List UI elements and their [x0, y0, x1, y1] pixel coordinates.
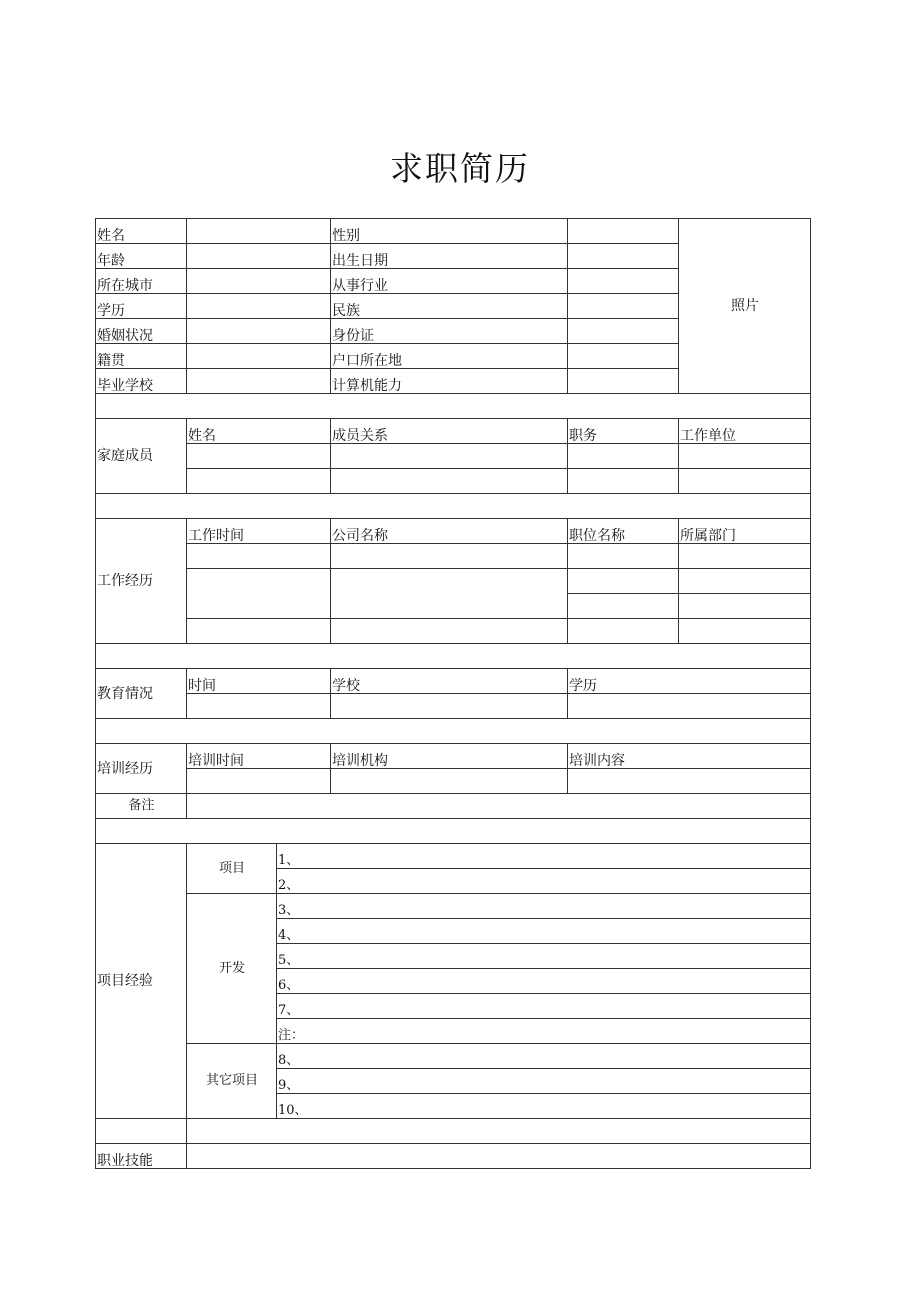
spacer-row — [96, 644, 811, 669]
work-cell[interactable] — [679, 619, 811, 644]
project-item[interactable]: 2、 — [277, 869, 811, 894]
ethnicity-label: 民族 — [331, 294, 568, 319]
work-row — [96, 544, 811, 569]
page-title: 求职简历 — [390, 149, 530, 188]
blank-value[interactable] — [187, 1119, 811, 1144]
training-header: 培训内容 — [568, 744, 811, 769]
basic-row — [96, 219, 811, 244]
spacer — [96, 719, 811, 744]
family-row — [96, 444, 811, 469]
family-row — [96, 469, 811, 494]
family-cell[interactable] — [568, 444, 679, 469]
hukou-value[interactable] — [568, 344, 679, 369]
training-row — [96, 769, 811, 794]
marital-label: 婚姻状况 — [96, 319, 187, 344]
family-header: 成员关系 — [331, 419, 568, 444]
work-header: 公司名称 — [331, 519, 568, 544]
training-header-row — [96, 744, 811, 769]
work-cell[interactable] — [568, 594, 679, 619]
family-header: 姓名 — [187, 419, 331, 444]
city-value[interactable] — [187, 269, 331, 294]
resume-table — [95, 218, 811, 1169]
training-section-label: 培训经历 — [96, 744, 187, 794]
blank-label — [96, 1119, 187, 1144]
work-section-label: 工作经历 — [96, 519, 187, 644]
work-row — [96, 569, 811, 594]
family-header: 职务 — [568, 419, 679, 444]
work-cell[interactable] — [568, 569, 679, 594]
work-cell[interactable] — [187, 569, 331, 619]
work-cell[interactable] — [187, 544, 331, 569]
work-cell[interactable] — [679, 569, 811, 594]
education-cell[interactable] — [187, 694, 331, 719]
blank-row — [96, 1119, 811, 1144]
id-card-value[interactable] — [568, 319, 679, 344]
work-header: 工作时间 — [187, 519, 331, 544]
training-cell[interactable] — [331, 769, 568, 794]
training-header: 培训时间 — [187, 744, 331, 769]
degree-label: 学历 — [96, 294, 187, 319]
spacer — [96, 494, 811, 519]
school-label: 毕业学校 — [96, 369, 187, 394]
family-header: 工作单位 — [679, 419, 811, 444]
skills-value[interactable] — [187, 1144, 811, 1169]
work-cell[interactable] — [679, 594, 811, 619]
training-cell[interactable] — [568, 769, 811, 794]
project-item[interactable]: 4、 — [277, 919, 811, 944]
computer-skill-label: 计算机能力 — [331, 369, 568, 394]
industry-label: 从事行业 — [331, 269, 568, 294]
remarks-value[interactable] — [187, 794, 811, 819]
remarks-label: 备注 — [96, 794, 187, 819]
birthdate-label: 出生日期 — [331, 244, 568, 269]
work-cell[interactable] — [568, 619, 679, 644]
project-row — [96, 1044, 811, 1069]
family-cell[interactable] — [568, 469, 679, 494]
work-row — [96, 619, 811, 644]
birthdate-value[interactable] — [568, 244, 679, 269]
ethnicity-value[interactable] — [568, 294, 679, 319]
education-cell[interactable] — [331, 694, 568, 719]
family-cell[interactable] — [679, 444, 811, 469]
work-header: 职位名称 — [568, 519, 679, 544]
project-item[interactable]: 10、 — [277, 1094, 811, 1119]
industry-value[interactable] — [568, 269, 679, 294]
education-cell[interactable] — [568, 694, 811, 719]
work-cell[interactable] — [568, 544, 679, 569]
training-cell[interactable] — [187, 769, 331, 794]
remarks-row — [96, 794, 811, 819]
family-cell[interactable] — [331, 469, 568, 494]
project-item[interactable]: 1、 — [277, 844, 811, 869]
project-item[interactable]: 7、 — [277, 994, 811, 1019]
spacer-row — [96, 719, 811, 744]
hukou-label: 户口所在地 — [331, 344, 568, 369]
project-note[interactable]: 注： — [277, 1019, 811, 1044]
photo-box[interactable]: 照片 — [679, 219, 811, 394]
hometown-label: 籍贯 — [96, 344, 187, 369]
project-group-label: 项目 — [187, 844, 277, 894]
training-header: 培训机构 — [331, 744, 568, 769]
project-item[interactable]: 5、 — [277, 944, 811, 969]
skills-row — [96, 1144, 811, 1169]
project-item[interactable]: 3、 — [277, 894, 811, 919]
skills-label: 职业技能 — [96, 1144, 187, 1169]
work-cell[interactable] — [679, 544, 811, 569]
hometown-value[interactable] — [187, 344, 331, 369]
family-cell[interactable] — [187, 469, 331, 494]
age-value[interactable] — [187, 244, 331, 269]
gender-label: 性别 — [331, 219, 568, 244]
education-section-label: 教育情况 — [96, 669, 187, 719]
develop-group-label: 开发 — [187, 894, 277, 1044]
project-row — [96, 844, 811, 869]
spacer-row — [96, 819, 811, 844]
school-value[interactable] — [187, 369, 331, 394]
work-cell[interactable] — [331, 544, 568, 569]
family-cell[interactable] — [331, 444, 568, 469]
name-value[interactable] — [187, 219, 331, 244]
education-row — [96, 694, 811, 719]
work-header-row — [96, 519, 811, 544]
spacer-row — [96, 494, 811, 519]
spacer — [96, 394, 811, 419]
id-card-label: 身份证 — [331, 319, 568, 344]
project-item[interactable]: 8、 — [277, 1044, 811, 1069]
spacer — [96, 644, 811, 669]
education-header: 学历 — [568, 669, 811, 694]
project-item[interactable]: 9、 — [277, 1069, 811, 1094]
project-row — [96, 894, 811, 919]
family-section-label: 家庭成员 — [96, 419, 187, 494]
work-header: 所属部门 — [679, 519, 811, 544]
work-cell[interactable] — [331, 619, 568, 644]
city-label: 所在城市 — [96, 269, 187, 294]
work-cell[interactable] — [187, 619, 331, 644]
age-label: 年龄 — [96, 244, 187, 269]
computer-skill-value[interactable] — [568, 369, 679, 394]
degree-value[interactable] — [187, 294, 331, 319]
project-item[interactable]: 6、 — [277, 969, 811, 994]
family-cell[interactable] — [679, 469, 811, 494]
education-header-row — [96, 669, 811, 694]
family-cell[interactable] — [187, 444, 331, 469]
gender-value[interactable] — [568, 219, 679, 244]
other-projects-group-label: 其它项目 — [187, 1044, 277, 1119]
work-cell[interactable] — [331, 569, 568, 619]
education-header: 时间 — [187, 669, 331, 694]
education-header: 学校 — [331, 669, 568, 694]
spacer-row — [96, 394, 811, 419]
family-header-row — [96, 419, 811, 444]
projects-section-label: 项目经验 — [96, 844, 187, 1119]
marital-value[interactable] — [187, 319, 331, 344]
name-label: 姓名 — [96, 219, 187, 244]
spacer — [96, 819, 811, 844]
